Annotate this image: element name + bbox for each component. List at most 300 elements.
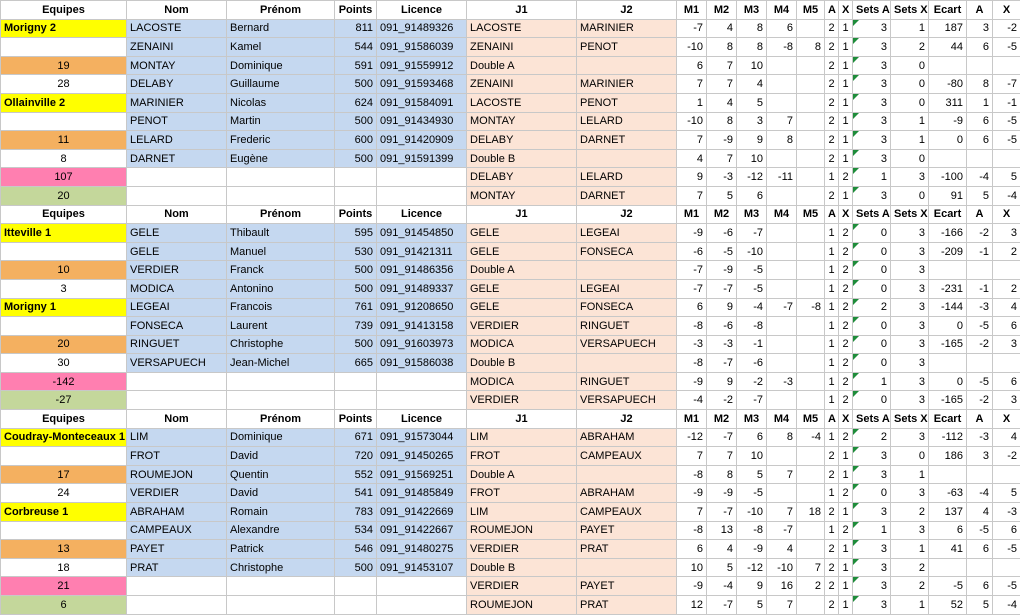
pts-x[interactable]: 4: [993, 428, 1020, 447]
m5[interactable]: -4: [797, 428, 825, 447]
match-j1[interactable]: FROT: [467, 447, 577, 466]
m4[interactable]: 7: [767, 503, 797, 522]
sets-x[interactable]: 3: [891, 335, 929, 354]
m2[interactable]: 4: [707, 93, 737, 112]
m3[interactable]: 5: [737, 465, 767, 484]
team-cell[interactable]: 6: [1, 596, 127, 615]
match-j1[interactable]: Double A: [467, 56, 577, 75]
empty-cell[interactable]: [127, 596, 227, 615]
player-licence[interactable]: 091_91593468: [377, 75, 467, 94]
score-a[interactable]: 2: [825, 93, 839, 112]
player-points[interactable]: 534: [335, 521, 377, 540]
empty-cell[interactable]: [227, 186, 335, 205]
m3[interactable]: 5: [737, 596, 767, 615]
ecart[interactable]: 91: [929, 186, 967, 205]
player-licence[interactable]: 091_91573044: [377, 428, 467, 447]
m2[interactable]: 5: [707, 558, 737, 577]
pts-x[interactable]: -2: [993, 19, 1020, 38]
pts-a[interactable]: 1: [967, 93, 993, 112]
sets-x[interactable]: 3: [891, 242, 929, 261]
empty-cell[interactable]: [377, 391, 467, 410]
m5[interactable]: [797, 168, 825, 187]
sets-a[interactable]: 0: [853, 335, 891, 354]
player-name[interactable]: DELABY: [127, 75, 227, 94]
m4[interactable]: 6: [767, 19, 797, 38]
ecart[interactable]: 0: [929, 131, 967, 150]
sets-a[interactable]: 3: [853, 75, 891, 94]
score-a[interactable]: 2: [825, 447, 839, 466]
score-a[interactable]: 2: [825, 558, 839, 577]
pts-a[interactable]: 4: [967, 503, 993, 522]
m3[interactable]: -4: [737, 298, 767, 317]
m5[interactable]: [797, 372, 825, 391]
m1[interactable]: 7: [677, 186, 707, 205]
pts-a[interactable]: 6: [967, 577, 993, 596]
team-cell[interactable]: Morigny 2: [1, 19, 127, 38]
match-j2[interactable]: PRAT: [577, 596, 677, 615]
m3[interactable]: -12: [737, 168, 767, 187]
player-points[interactable]: 544: [335, 38, 377, 57]
ecart[interactable]: 52: [929, 596, 967, 615]
score-a[interactable]: 1: [825, 224, 839, 243]
empty-cell[interactable]: [227, 391, 335, 410]
match-j1[interactable]: Double A: [467, 465, 577, 484]
sets-a[interactable]: 0: [853, 242, 891, 261]
sets-x[interactable]: 1: [891, 540, 929, 559]
m5[interactable]: [797, 131, 825, 150]
m1[interactable]: 6: [677, 298, 707, 317]
sets-x[interactable]: 3: [891, 279, 929, 298]
match-j2[interactable]: LEGEAI: [577, 224, 677, 243]
match-j1[interactable]: LACOSTE: [467, 93, 577, 112]
team-cell[interactable]: 3: [1, 279, 127, 298]
ecart[interactable]: 0: [929, 372, 967, 391]
player-name[interactable]: FONSECA: [127, 317, 227, 336]
team-cell[interactable]: [1, 447, 127, 466]
pts-x[interactable]: 2: [993, 242, 1020, 261]
score-x[interactable]: 1: [839, 38, 853, 57]
m3[interactable]: 9: [737, 577, 767, 596]
match-j2[interactable]: LEGEAI: [577, 279, 677, 298]
m3[interactable]: -6: [737, 354, 767, 373]
sets-x[interactable]: 3: [891, 317, 929, 336]
ecart[interactable]: [929, 149, 967, 168]
score-a[interactable]: 2: [825, 112, 839, 131]
team-cell[interactable]: 107: [1, 168, 127, 187]
m5[interactable]: [797, 279, 825, 298]
pts-a[interactable]: -2: [967, 391, 993, 410]
player-name[interactable]: LELARD: [127, 131, 227, 150]
m2[interactable]: -5: [707, 242, 737, 261]
player-name[interactable]: ABRAHAM: [127, 503, 227, 522]
m5[interactable]: [797, 149, 825, 168]
pts-a[interactable]: -2: [967, 335, 993, 354]
player-firstname[interactable]: Frederic: [227, 131, 335, 150]
score-x[interactable]: 1: [839, 558, 853, 577]
sets-x[interactable]: 3: [891, 354, 929, 373]
pts-x[interactable]: -3: [993, 503, 1020, 522]
match-j2[interactable]: DARNET: [577, 186, 677, 205]
pts-x[interactable]: -7: [993, 75, 1020, 94]
m3[interactable]: 8: [737, 38, 767, 57]
sets-a[interactable]: 0: [853, 484, 891, 503]
m2[interactable]: -3: [707, 335, 737, 354]
match-j2[interactable]: DARNET: [577, 131, 677, 150]
m2[interactable]: -9: [707, 131, 737, 150]
team-cell[interactable]: 13: [1, 540, 127, 559]
score-a[interactable]: 2: [825, 503, 839, 522]
sets-x[interactable]: 2: [891, 577, 929, 596]
empty-cell[interactable]: [377, 168, 467, 187]
m1[interactable]: 7: [677, 503, 707, 522]
score-x[interactable]: 2: [839, 372, 853, 391]
empty-cell[interactable]: [377, 186, 467, 205]
match-j1[interactable]: Double B: [467, 354, 577, 373]
player-firstname[interactable]: Romain: [227, 503, 335, 522]
sets-x[interactable]: 1: [891, 465, 929, 484]
player-points[interactable]: 665: [335, 354, 377, 373]
ecart[interactable]: -5: [929, 577, 967, 596]
m2[interactable]: -7: [707, 279, 737, 298]
score-a[interactable]: 1: [825, 428, 839, 447]
match-j2[interactable]: [577, 261, 677, 280]
player-points[interactable]: 671: [335, 428, 377, 447]
player-points[interactable]: 720: [335, 447, 377, 466]
m3[interactable]: 10: [737, 56, 767, 75]
ecart[interactable]: 44: [929, 38, 967, 57]
player-licence[interactable]: 091_91559912: [377, 56, 467, 75]
m4[interactable]: [767, 93, 797, 112]
pts-x[interactable]: 3: [993, 335, 1020, 354]
player-name[interactable]: RINGUET: [127, 335, 227, 354]
m2[interactable]: 7: [707, 75, 737, 94]
m2[interactable]: -6: [707, 224, 737, 243]
team-cell[interactable]: Morigny 1: [1, 298, 127, 317]
player-firstname[interactable]: Alexandre: [227, 521, 335, 540]
player-firstname[interactable]: Jean-Michel: [227, 354, 335, 373]
player-name[interactable]: MODICA: [127, 279, 227, 298]
m5[interactable]: [797, 19, 825, 38]
player-licence[interactable]: 091_91421311: [377, 242, 467, 261]
m3[interactable]: -10: [737, 242, 767, 261]
empty-cell[interactable]: [335, 186, 377, 205]
sets-x[interactable]: 3: [891, 428, 929, 447]
m2[interactable]: -3: [707, 168, 737, 187]
m1[interactable]: -6: [677, 242, 707, 261]
player-licence[interactable]: 091_91489337: [377, 279, 467, 298]
player-licence[interactable]: 091_91485849: [377, 484, 467, 503]
m5[interactable]: [797, 391, 825, 410]
pts-x[interactable]: -4: [993, 596, 1020, 615]
player-points[interactable]: 552: [335, 465, 377, 484]
m1[interactable]: 12: [677, 596, 707, 615]
player-name[interactable]: MONTAY: [127, 56, 227, 75]
score-a[interactable]: 2: [825, 465, 839, 484]
m3[interactable]: -5: [737, 484, 767, 503]
score-a[interactable]: 2: [825, 56, 839, 75]
pts-a[interactable]: 5: [967, 596, 993, 615]
m1[interactable]: -7: [677, 19, 707, 38]
player-firstname[interactable]: Bernard: [227, 19, 335, 38]
score-x[interactable]: 1: [839, 112, 853, 131]
player-licence[interactable]: 091_91413158: [377, 317, 467, 336]
score-x[interactable]: 2: [839, 335, 853, 354]
player-name[interactable]: FROT: [127, 447, 227, 466]
ecart[interactable]: [929, 558, 967, 577]
ecart[interactable]: 137: [929, 503, 967, 522]
match-j1[interactable]: LIM: [467, 503, 577, 522]
pts-a[interactable]: -5: [967, 372, 993, 391]
player-name[interactable]: VERSAPUECH: [127, 354, 227, 373]
m2[interactable]: -2: [707, 391, 737, 410]
match-j1[interactable]: MONTAY: [467, 112, 577, 131]
player-licence[interactable]: 091_91422667: [377, 521, 467, 540]
match-j2[interactable]: [577, 354, 677, 373]
pts-a[interactable]: -3: [967, 298, 993, 317]
m5[interactable]: [797, 93, 825, 112]
sets-a[interactable]: 1: [853, 521, 891, 540]
player-firstname[interactable]: Manuel: [227, 242, 335, 261]
score-a[interactable]: 2: [825, 540, 839, 559]
m5[interactable]: [797, 112, 825, 131]
match-j2[interactable]: MARINIER: [577, 75, 677, 94]
m3[interactable]: 10: [737, 149, 767, 168]
score-a[interactable]: 1: [825, 317, 839, 336]
empty-cell[interactable]: [127, 168, 227, 187]
empty-cell[interactable]: [227, 596, 335, 615]
m5[interactable]: [797, 521, 825, 540]
match-j1[interactable]: GELE: [467, 224, 577, 243]
sets-x[interactable]: 2: [891, 38, 929, 57]
sets-x[interactable]: 1: [891, 112, 929, 131]
player-firstname[interactable]: Patrick: [227, 540, 335, 559]
sets-a[interactable]: 0: [853, 279, 891, 298]
match-j2[interactable]: [577, 149, 677, 168]
match-j1[interactable]: GELE: [467, 242, 577, 261]
match-j2[interactable]: PENOT: [577, 93, 677, 112]
score-x[interactable]: 2: [839, 354, 853, 373]
player-firstname[interactable]: Francois: [227, 298, 335, 317]
score-a[interactable]: 2: [825, 38, 839, 57]
team-cell[interactable]: [1, 242, 127, 261]
m1[interactable]: -8: [677, 521, 707, 540]
player-points[interactable]: 595: [335, 224, 377, 243]
m2[interactable]: 8: [707, 465, 737, 484]
sets-a[interactable]: 3: [853, 447, 891, 466]
player-name[interactable]: ROUMEJON: [127, 465, 227, 484]
score-a[interactable]: 1: [825, 335, 839, 354]
score-x[interactable]: 1: [839, 540, 853, 559]
team-cell[interactable]: Itteville 1: [1, 224, 127, 243]
score-a[interactable]: 2: [825, 75, 839, 94]
team-cell[interactable]: 20: [1, 186, 127, 205]
ecart[interactable]: -165: [929, 391, 967, 410]
sets-a[interactable]: 0: [853, 317, 891, 336]
sets-a[interactable]: 3: [853, 131, 891, 150]
m1[interactable]: -8: [677, 317, 707, 336]
m4[interactable]: [767, 56, 797, 75]
m5[interactable]: [797, 242, 825, 261]
player-firstname[interactable]: Dominique: [227, 56, 335, 75]
m4[interactable]: 7: [767, 112, 797, 131]
pts-a[interactable]: 6: [967, 540, 993, 559]
m1[interactable]: -3: [677, 335, 707, 354]
score-a[interactable]: 1: [825, 298, 839, 317]
m2[interactable]: 7: [707, 149, 737, 168]
m4[interactable]: 4: [767, 540, 797, 559]
match-j1[interactable]: GELE: [467, 298, 577, 317]
empty-cell[interactable]: [227, 168, 335, 187]
match-j1[interactable]: VERDIER: [467, 540, 577, 559]
m4[interactable]: [767, 447, 797, 466]
score-a[interactable]: 1: [825, 391, 839, 410]
score-x[interactable]: 1: [839, 465, 853, 484]
m2[interactable]: 8: [707, 112, 737, 131]
player-name[interactable]: DARNET: [127, 149, 227, 168]
m2[interactable]: -7: [707, 428, 737, 447]
player-licence[interactable]: 091_91584091: [377, 93, 467, 112]
match-j1[interactable]: LIM: [467, 428, 577, 447]
m1[interactable]: -9: [677, 484, 707, 503]
pts-x[interactable]: 6: [993, 372, 1020, 391]
m1[interactable]: 4: [677, 149, 707, 168]
match-j2[interactable]: VERSAPUECH: [577, 335, 677, 354]
pts-x[interactable]: 6: [993, 317, 1020, 336]
m2[interactable]: 9: [707, 372, 737, 391]
m4[interactable]: 8: [767, 131, 797, 150]
m2[interactable]: 7: [707, 447, 737, 466]
match-j2[interactable]: PENOT: [577, 38, 677, 57]
m1[interactable]: 6: [677, 540, 707, 559]
m1[interactable]: 7: [677, 75, 707, 94]
player-licence[interactable]: 091_91591399: [377, 149, 467, 168]
player-name[interactable]: LACOSTE: [127, 19, 227, 38]
match-j2[interactable]: [577, 56, 677, 75]
sets-a[interactable]: 3: [853, 186, 891, 205]
player-points[interactable]: 500: [335, 261, 377, 280]
score-a[interactable]: 1: [825, 372, 839, 391]
sets-x[interactable]: 3: [891, 261, 929, 280]
m3[interactable]: -12: [737, 558, 767, 577]
empty-cell[interactable]: [227, 577, 335, 596]
empty-cell[interactable]: [335, 391, 377, 410]
match-j2[interactable]: FONSECA: [577, 298, 677, 317]
sets-a[interactable]: 3: [853, 38, 891, 57]
m4[interactable]: [767, 484, 797, 503]
player-firstname[interactable]: Guillaume: [227, 75, 335, 94]
m4[interactable]: 8: [767, 428, 797, 447]
pts-a[interactable]: -5: [967, 521, 993, 540]
ecart[interactable]: [929, 261, 967, 280]
pts-a[interactable]: [967, 558, 993, 577]
m4[interactable]: -10: [767, 558, 797, 577]
match-j2[interactable]: PAYET: [577, 521, 677, 540]
match-j1[interactable]: ZENAINI: [467, 38, 577, 57]
player-points[interactable]: 811: [335, 19, 377, 38]
m4[interactable]: 16: [767, 577, 797, 596]
score-x[interactable]: 2: [839, 428, 853, 447]
match-j1[interactable]: MODICA: [467, 335, 577, 354]
m5[interactable]: 7: [797, 558, 825, 577]
pts-x[interactable]: 4: [993, 298, 1020, 317]
pts-a[interactable]: -1: [967, 279, 993, 298]
team-cell[interactable]: [1, 521, 127, 540]
pts-a[interactable]: -2: [967, 224, 993, 243]
m2[interactable]: 4: [707, 540, 737, 559]
empty-cell[interactable]: [377, 372, 467, 391]
sets-x[interactable]: 3: [891, 521, 929, 540]
m3[interactable]: -5: [737, 261, 767, 280]
score-x[interactable]: 2: [839, 242, 853, 261]
score-x[interactable]: 2: [839, 391, 853, 410]
player-points[interactable]: 591: [335, 56, 377, 75]
match-j2[interactable]: CAMPEAUX: [577, 447, 677, 466]
player-licence[interactable]: 091_91422669: [377, 503, 467, 522]
sets-x[interactable]: 3: [891, 168, 929, 187]
m3[interactable]: 5: [737, 93, 767, 112]
score-x[interactable]: 2: [839, 168, 853, 187]
match-j1[interactable]: Double B: [467, 558, 577, 577]
ecart[interactable]: -209: [929, 242, 967, 261]
pts-x[interactable]: [993, 149, 1020, 168]
m4[interactable]: -11: [767, 168, 797, 187]
pts-a[interactable]: [967, 261, 993, 280]
ecart[interactable]: -100: [929, 168, 967, 187]
m4[interactable]: [767, 335, 797, 354]
sets-a[interactable]: 3: [853, 149, 891, 168]
score-a[interactable]: 1: [825, 484, 839, 503]
m3[interactable]: 8: [737, 19, 767, 38]
team-cell[interactable]: [1, 317, 127, 336]
score-x[interactable]: 1: [839, 56, 853, 75]
player-points[interactable]: 541: [335, 484, 377, 503]
match-j2[interactable]: PRAT: [577, 540, 677, 559]
m4[interactable]: 7: [767, 596, 797, 615]
match-j1[interactable]: Double B: [467, 149, 577, 168]
pts-a[interactable]: 6: [967, 131, 993, 150]
ecart[interactable]: -231: [929, 279, 967, 298]
m2[interactable]: -9: [707, 484, 737, 503]
sets-a[interactable]: 3: [853, 503, 891, 522]
empty-cell[interactable]: [127, 186, 227, 205]
m5[interactable]: [797, 56, 825, 75]
match-j1[interactable]: Double A: [467, 261, 577, 280]
sets-x[interactable]: 3: [891, 224, 929, 243]
m1[interactable]: -10: [677, 112, 707, 131]
match-j1[interactable]: DELABY: [467, 168, 577, 187]
m2[interactable]: 9: [707, 298, 737, 317]
player-firstname[interactable]: Thibault: [227, 224, 335, 243]
sets-a[interactable]: 1: [853, 168, 891, 187]
m5[interactable]: [797, 540, 825, 559]
player-firstname[interactable]: Laurent: [227, 317, 335, 336]
pts-x[interactable]: -1: [993, 93, 1020, 112]
pts-x[interactable]: 5: [993, 484, 1020, 503]
match-j2[interactable]: [577, 558, 677, 577]
team-cell[interactable]: 24: [1, 484, 127, 503]
player-firstname[interactable]: David: [227, 484, 335, 503]
match-j2[interactable]: MARINIER: [577, 19, 677, 38]
ecart[interactable]: 311: [929, 93, 967, 112]
m3[interactable]: 10: [737, 447, 767, 466]
score-x[interactable]: 1: [839, 596, 853, 615]
sets-x[interactable]: 1: [891, 131, 929, 150]
m1[interactable]: -8: [677, 354, 707, 373]
match-j2[interactable]: RINGUET: [577, 372, 677, 391]
m4[interactable]: [767, 317, 797, 336]
score-a[interactable]: 1: [825, 521, 839, 540]
team-cell[interactable]: 20: [1, 335, 127, 354]
